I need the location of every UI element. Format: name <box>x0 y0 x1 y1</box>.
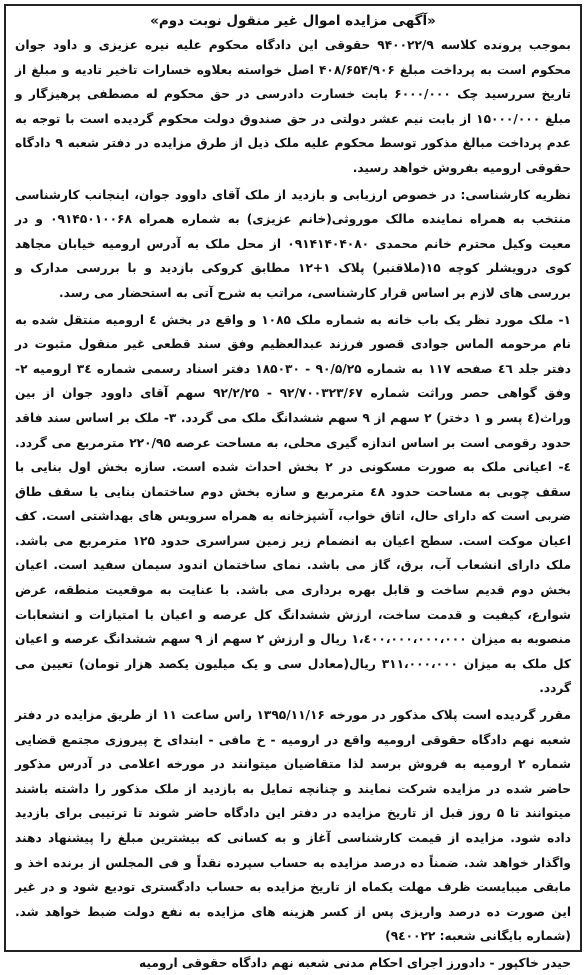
expert-opinion-paragraph: نظریه کارشناسی: در خصوص ارزیابی و بازدید از ملک آقای داوود جوان، اینجانب کارشناسی منتخب به همراه نماینده مالک موروثی(خانم عزیزی) به شماره همراه ۰۹۱۴۵۰۱۰۰۶۸ و در معیت وکیل محترم خانم محمدی ۰۹۱۴۱۴۰۴۰۸۰ از محل ملک به آدرس ارومیه خیابان مجاهد کوی درویشلر کوچه ۱۵(ملاقنبر) پلاک ۱+۱۲ مطابق کروکی بازدید و با بررسی مدارک و بررسی های لازم بر اساس قرار کارشناسی، مراتب به شرح آتی به استحضار می رسد. <box>15 187 571 300</box>
property-description-paragraph: ۱- ملک مورد نظر یک باب خانه به شماره ملک ۱۰۸۵ و واقع در بخش ٤ ارومیه منتقل شده به نام مرحومه الماس جوادی قصور فرزند عبدالعظیم وفق سند قطعی غیر منقول مثبوت در دفتر جلد ٤٦ صفحه ۱۱۷ به شماره ۹۰/۵/۲۵ - ۱۸۵۰۳۰ دفتر اسناد رسمی شماره ۳٤ ارومیه ۲- وفق گواهی حصر وراثت شماره ۹۲/۷۰۰۳۲۳/۶۷ - ۹۲/۲/۲۵ سهم آقای داوود جوان از بین وراث(٤ پسر و ۱ دختر) ۲ سهم از ۹ سهم ششدانگ ملک می گردد. ۳- ملک بر اساس سند فاقد حدود رقومی است بر اساس اندازه گیری محلی، به مساحت عرصه ۲۲۰/۹۵ مترمربع می گردد. ٤- اعیانی ملک به صورت مسکونی در ۲ بخش احداث شده است. سازه بخش اول بنایی با سقف چوبی به مساحت حدود ٤۸ مترمربع و سازه بخش دوم ساختمان بنایی با سقف طاق ضربی است که دارای حال، اتاق خواب، آشپزخانه به همراه سرویس های بهداشتی است. کف اعیان موکت است. سطح اعیان به انضمام زیر زمین سراسری حدود ۱۲۵ مترمربع می باشد. ملک دارای انشعاب آب، برق، گاز می باشد. نمای ساختمان اندود سیمان سفید است. اعیان بخش دوم قدیم ساخت و قابل بهره برداری می باشد. با عنایت به موقعیت منطقه، عرض شوارع، کیفیت و قدمت ساخت، ارزش ششدانگ کل عرصه و اعیان با امتیازات و انشعابات منصوبه به میزان ۱،٤۰۰،۰۰۰،۰۰۰،۰۰۰ ریال و ارزش ۲ سهم از ۹ سهم ششدانگ عرصه و اعیان کل ملک به میزان ۳۱۱،۰۰۰،۰۰۰ ریال(معادل سی و یک میلیون یکصد هزار تومان) تعیین می گردد. <box>15 312 572 696</box>
intro-paragraph: بموجب پرونده کلاسه ۹۴۰۰۲۲/۹ حقوقی این دادگاه محکوم علیه نیره عزیزی و داود جوان محکوم است به پرداخت مبلغ ۴۰۸/۶۵۴/۹۰۶ اصل خواسته بعلاوه خسارات تاخیر تادیه و مبلغ از تاریخ سررسید چک ۶۰۰۰/۰۰۰ بابت خسارت دادرسی در حق محکوم له مصطفی پرهیزگار و مبلغ ۱۵۰۰۰/۰۰۰ از بابت نیم عشر دولتی در حق صندوق دولت محکوم گردیده است با توجه به عدم پرداخت مبالغ مذکور توسط محکوم علیه ملک ذیل از طرق مزایده در دفتر شعبه ۹ دادگاه حقوقی ارومیه بفروش خواهد رسید. <box>15 38 571 175</box>
auction-notice <box>4 4 582 970</box>
signature-line: حیدر خاکپور - دادورز اجرای احکام مدنی شعبه نهم دادگاه حقوقی ارومیه <box>138 955 571 970</box>
auction-terms-paragraph: مقرر گردیده است پلاک مذکور در مورخه ۱۳۹۵/۱۱/۱۶ راس ساعت ۱۱ از طریق مزایده در دفتر شعبه نهم دادگاه حقوقی ارومیه واقع در ارومیه - خ مافی - ابتدای خ پیروزی مجتمع قضایی شماره ۲ ارومیه به فروش برسد لذا متقاضیان میتوانند در مورخه اعلامی در آدرس مذکور حاضر شده در مزایده شرکت نمایند و چنانچه تمایل به بازدید از ملک مذکور را داشته باشند میتوانند تا ۵ روز قبل از تاریخ مزایده در دفتر این دادگاه حاضر شوند تا ترتیبی برای بازدید داده شود. مزایده از قیمت کارشناسی آغاز و به کسانی که بیشترین مبلغ را پیشنهاد دهند واگذار خواهد شد. ضمناً ده درصد مزایده به حساب سپرده نقداً و فی المجلس از برنده اخذ و مابقی میبایست ظرف مهلت یکماه از تاریخ مزایده به حساب دادگستری تودیع شود و در غیر این صورت ده درصد واریزی پس از کسر هزینه های مزایده به نفع دولت ضبط خواهد شد.(شماره بایگانی شعبه: ۹٤۰۰۲۲) <box>15 708 572 944</box>
notice-title: «آگهی مزایده اموال غیر منقول نوبت دوم» <box>150 13 436 29</box>
